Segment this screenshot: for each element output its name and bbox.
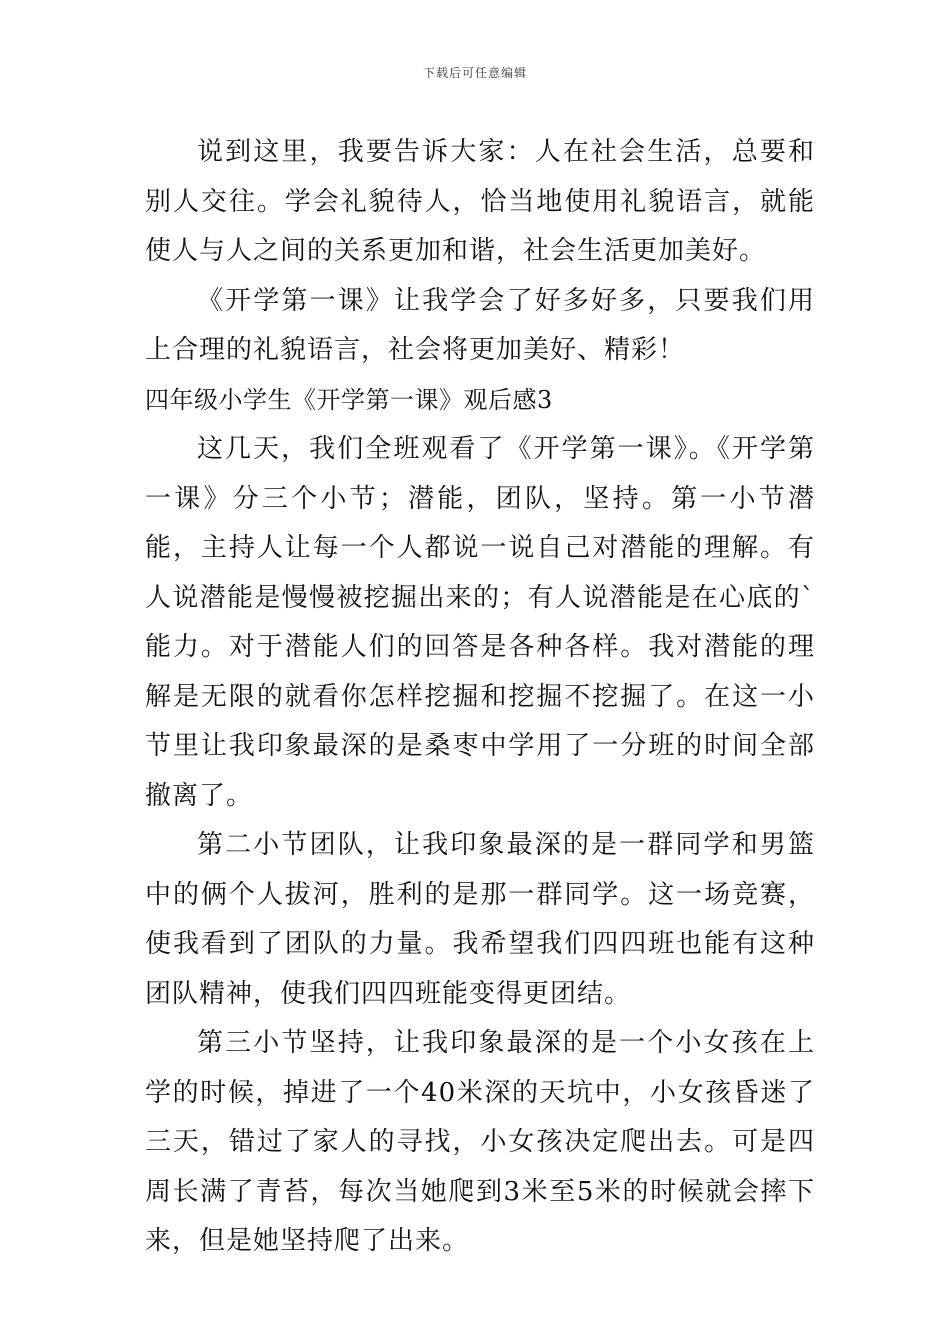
document-body: [145, 128, 815, 1267]
paragraph: 第三小节坚持，让我印象最深的是一个小女孩在上学的时候，掉进了一个40米深的天坑中，小女孩昏迷了三天，错过了家人的寻找，小女孩决定爬出去。可是四周长满了青苔，每次当她爬到3米至5米的时候就会摔下来，但是她坚持爬了出来。: [145, 1028, 815, 1256]
section-title: 四年级小学生《开学第一课》观后感3: [145, 385, 553, 414]
paragraph: 第二小节团队，让我印象最深的是一群同学和男篮中的俩个人拔河，胜利的是那一群同学。这一场竞赛，使我看到了团队的力量。我希望我们四四班也能有这种团队精神，使我们四四班能变得更团结。: [145, 830, 815, 1009]
page-header-note: 下载后可任意编辑: [422, 66, 527, 80]
paragraph: 这几天，我们全班观看了《开学第一课》。《开学第一课》分三个小节；潜能，团队，坚持。第一小节潜能，主持人让每一个人都说一说自己对潜能的理解。有人说潜能是慢慢被挖掘出来的；有人说潜能是在心底的`能力。对于潜能人们的回答是各种各样。我对潜能的理解是无限的就看你怎样挖掘和挖掘不挖掘了。在这一小节里让我印象最深的是桑枣中学用了一分班的时间全部撤离了。: [145, 434, 815, 811]
paragraph: 说到这里，我要告诉大家：人在社会生活，总要和别人交往。学会礼貌待人，恰当地使用礼貌语言，就能使人与人之间的关系更加和谐，社会生活更加美好。: [145, 137, 815, 266]
paragraph: 《开学第一课》让我学会了好多好多，只要我们用上合理的礼貌语言，社会将更加美好、精彩！: [145, 285, 815, 365]
